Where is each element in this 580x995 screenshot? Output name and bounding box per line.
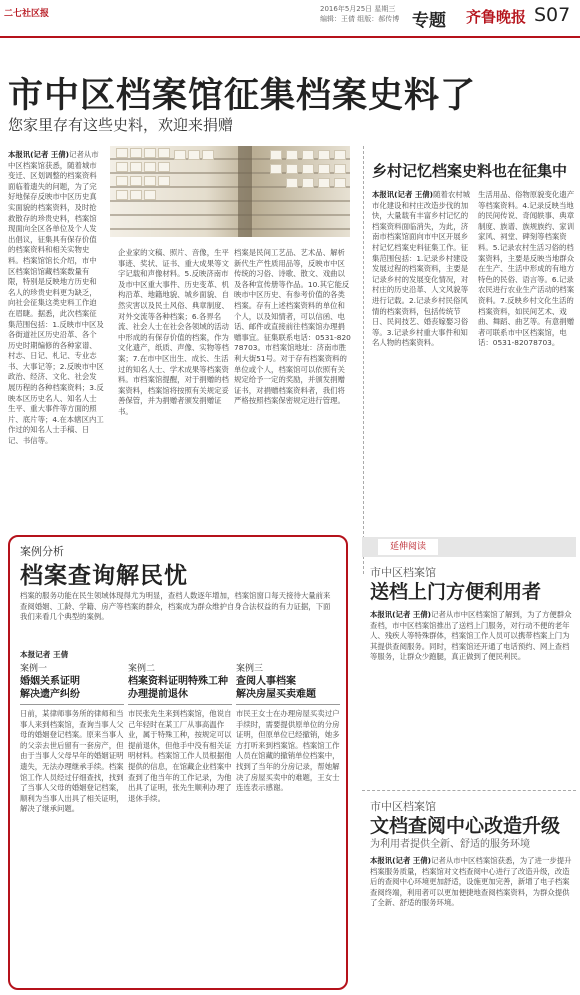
delivery-kicker: 市中区档案馆	[370, 566, 436, 579]
case-2-body	[128, 709, 232, 969]
case-label: 案例分析	[20, 545, 64, 558]
section-name: 二七社区报	[4, 9, 50, 19]
archive-shelves-photo	[110, 146, 350, 237]
case-2-title: 档案资料证明特殊工种 办理提前退休	[128, 675, 232, 705]
case-1-text: 日前，某律师事务所的律师和当事人来到档案馆，查询当事人父母的婚姻登记档案。原来当事人的父亲去世后留有一套房产，但由于当事人父母早年的婚姻证明遗失，无法办理继承手续。档案馆工作人员经过仔细查找，找到了当事人父母的婚姻登记档案，顺利为当事人出具了相关证明，解决了继承问题。	[20, 709, 124, 814]
case-3-text: 市民王女士在办理房屋买卖过户手续时，需要提供原单位的分房证明，但原单位已经撤销，她多方打听来到档案馆。档案馆工作人员在馆藏的撤销单位档案中，找到了当年的分房记录，帮她解决了房屋买卖中的难题，王女士连连表示感谢。	[236, 709, 340, 793]
page-number: S07	[534, 4, 571, 26]
delivery-article	[370, 566, 576, 790]
delivery-title: 送档上门方便利用者	[370, 581, 542, 603]
reading-center-body	[370, 856, 576, 986]
extended-reading-tag: 延伸阅读	[378, 539, 438, 555]
rural-memory-column-1	[372, 190, 472, 530]
reading-center-article	[370, 800, 576, 986]
delivery-body	[370, 610, 576, 790]
reading-center-text: 记者从市中区档案馆获悉，为了进一步提升档案服务质量，档案馆对文档查阅中心进行了改造升级，改造后的查阅中心环境更加舒适，设施更加完善，新增了电子档案查阅终端，利用者可以更加便捷地查阅档案资料，为群众提供了全新、舒适的服务环境。	[370, 856, 572, 908]
reading-center-subtitle: 为利用者提供全新、舒适的服务环境	[370, 839, 530, 850]
case-3	[236, 663, 340, 969]
topic-label: 专题	[412, 11, 446, 31]
header-rule	[0, 36, 580, 38]
case-intro	[20, 591, 336, 635]
delivery-byline: 本报讯(记者 王倩)	[370, 610, 432, 619]
case-intro-text: 档案的服务功能在民生领域体现得尤为明显，查档人数逐年增加，档案馆窗口每天接待大量前来查阅婚姻、工龄、学籍、房产等档案的群众，档案成为群众维护自身合法权益的有力证据，下面我们来看几个典型的案例。	[20, 591, 331, 622]
rural-memory-column-2	[478, 190, 576, 530]
main-headline: 市中区档案馆征集档案史料了	[8, 76, 477, 116]
case-3-body	[236, 709, 340, 969]
editors-line: 编辑：王倩 组版：郝传博	[320, 15, 400, 23]
case-title: 档案查询解民忧	[20, 563, 188, 589]
issue-meta	[320, 4, 399, 24]
article-column-3	[234, 248, 352, 530]
rural-memory-title: 乡村记忆档案史料也在征集中	[372, 162, 568, 180]
rural-memory-text-1: 随着农村城市化建设和村庄改造步伐的加快，大量载有丰富乡村记忆的档案资料面临消失，为此，济南市档案馆面向市中区开展乡村记忆档案史料征集工作。征集范围包括：1.记录乡村建设发展过程的档案资料，主要是记录乡村的发展变化情况，对村庄的历史沿革、人文风貌等进行记载。2.记录乡村民俗风情的档案资料，包括传统节日、民间技艺、婚丧嫁娶习俗等。3.记录乡村重大事件和知名人物的档案资料。	[372, 190, 471, 348]
reading-center-title: 文档查阅中心改造升级	[370, 815, 561, 837]
main-subhead: 您家里存有这些史料，欢迎来捐赠	[8, 116, 234, 134]
extended-reading-header	[362, 535, 576, 559]
case-analysis-box	[8, 535, 348, 990]
delivery-text: 记者从市中区档案馆了解到，为了方便群众查档，市中区档案馆推出了送档上门服务，对行动不便的老年人、残疾人等特殊群体，档案馆工作人员可以携带档案上门为其提供查阅服务。同时，档案馆还开通了电话预约、网上查档等服务，让群众少跑腿，真正做到了便民利民。	[370, 610, 572, 662]
case-3-kicker: 案例三	[236, 664, 264, 674]
article-byline: 本报讯(记者 王倩)	[8, 150, 70, 159]
case-1	[20, 663, 124, 969]
article-text-3: 档案是民间工艺品、艺术品、解析新代生产性质用品等，反映市中区传统的习俗、诗歌、散文、戏曲以及各种宣传册等作品。10.其它能反映市中区历史、有参考价值的各类档案。存有上述档案资料的单位和个人，以及知情者，可以信函、电话、邮件或直接前往档案馆办理捐赠事宜。征集联系电话：0531-82078703。市档案馆地址：济南市胜利大街51号。对于存有档案资料的单位或个人，档案馆可以依照有关规定给予一定的奖励，并颁发捐赠证书，对捐赠档案资料者，我们将严格按照档案保密规定进行管理。	[234, 248, 351, 406]
date-line: 2016年5月25日 星期三	[320, 5, 396, 13]
case-2-text: 市民张先生来到档案馆，他说自己年轻时在某工厂从事高温作业，属于特殊工种，按规定可以提前退休，但他手中没有相关证明材料。档案馆工作人员根据他提供的信息，在馆藏企业档案中查到了他当年的工作记录，为他出具了证明，张先生顺利办理了退休手续。	[128, 709, 232, 803]
case-1-title: 婚姻关系证明 解决遗产纠纷	[20, 675, 124, 705]
reading-center-kicker: 市中区档案馆	[370, 800, 436, 813]
article-text-1: 记者从市中区档案馆获悉，随着城市变迁、区划调整的档案资料面临着遗失的问题，为了完好地保存反映市中区历史真实面貌的档案资料，及时抢救散存的珍贵史料，档案馆现面向全区各单位及个人发出倡议，征集具有保存价值的档案资料和相关实物史料。档案馆馆长介绍，市中区档案馆馆藏档案数量有限，特别是反映地方历史和名人的珍贵史料更为缺乏，向社会征集这类史料工作迫在眉睫。据悉，此次档案征集范围包括：1.反映市中区及各街道社区历史沿革、各个历史时期编修的各种家谱、村志、日记、札记、专业志书、大事记等；2.反映市中区政治、经济、文化、社会发展历程的各种档案资料；3.反映本区历史名人、知名人士生平、重大事件等方面的照片、底片等；4.在本辖区内工作过的知名人士手稿、日记、书信等。	[8, 150, 104, 446]
reading-center-byline: 本报讯(记者 王倩)	[370, 856, 432, 865]
article-column-1	[8, 150, 104, 530]
article-text-2: 企业家的文稿、照片、音像，生平事迹、奖状、证书、重大成果等文字记载和声像材料。5.反映济南市及市中区重大事件、历史变革、机构沿革、地籍地貌、城乡面貌、自然灾害以及民土风俗、典章制度、对外交流等各种档案；6.各界名流、社会人士在社会各领域的活动中形成的有保存价值的档案，作为文化遗产，纸质、声像、实物等档案；7.在市中区出生、成长、生活过的知名人士、学术成果等档案资料。市档案馆提醒，对于捐赠的档案资料，档案馆将按照有关规定妥善保管，并为捐赠者颁发捐赠证书。	[118, 248, 229, 416]
rural-memory-text-2: 生活用品、俗物原貌变化遗产等档案资料。4.记录反映当地的民间传说、奇闻轶事、典章制度、族谱、族规族约、家训家风、祠堂、碑刻等档案资料。5.记录农村生活习俗的档案资料，主要是反映当地群众在生产、生活中形成的有地方特色的民俗、语言等。6.记录农民进行农业生产活动的档案资料。7.反映乡村文化生活的档案资料，如民间艺术、戏曲、舞蹈、曲艺等。有意捐赠者可联系市中区档案馆，电话：0531-82078703。	[478, 190, 575, 348]
article-column-2	[118, 248, 230, 530]
brand-logo: 齐鲁晚报	[466, 8, 527, 26]
extended-divider	[362, 790, 576, 791]
case-2	[128, 663, 232, 969]
page-header	[0, 0, 580, 40]
case-1-kicker: 案例一	[20, 664, 48, 674]
case-2-kicker: 案例二	[128, 664, 156, 674]
case-1-body	[20, 709, 124, 969]
rural-memory-byline: 本报讯(记者 王倩)	[372, 190, 434, 199]
case-3-title: 查阅人事档案 解决房屋买卖难题	[236, 675, 340, 705]
case-byline: 本报记者 王倩	[20, 650, 69, 659]
